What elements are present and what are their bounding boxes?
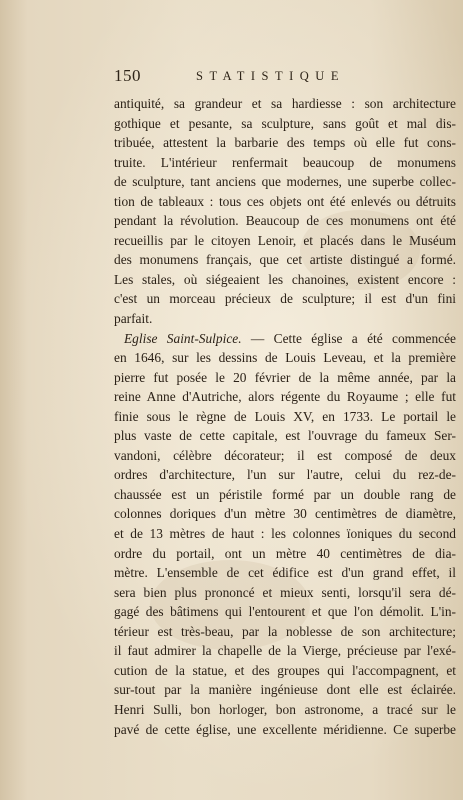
- text-line: parfait.: [114, 311, 153, 327]
- text-line: antiquité, sa grandeur et sa hardiesse : son architecture: [114, 96, 456, 111]
- text-line: sera bien plus prononcé et mieux senti, lorsqu'il sera dé-: [114, 584, 456, 600]
- text-line: sur-tout par la manière ingénieuse dont elle est éclairée.: [114, 682, 456, 698]
- text-line: recueillis par le citoyen Lenoir, et placés dans le Muséum: [114, 232, 456, 248]
- body-text: [114, 94, 456, 739]
- text-line: pavé de cette église, une excellente méridienne. Ce superbe: [114, 721, 456, 737]
- page-number: 150: [114, 66, 141, 85]
- text-line: gothique et pesante, sa sculpture, sans goût et mal dis-: [114, 115, 456, 131]
- text-line: finie sous le règne de Louis XV, en 1733. Le portail le: [114, 408, 456, 424]
- text-line: tribuée, attestent la barbarie des temps où elle fut cons-: [114, 135, 456, 151]
- running-head: STATISTIQUE: [196, 69, 345, 83]
- text-line: chaussée est un péristile formé par un double rang de: [114, 486, 456, 502]
- text-line-with-heading: [114, 329, 456, 349]
- text-line: ordre du portail, ont un mètre 40 centimètres de dia-: [114, 545, 456, 561]
- text-line: reine Anne d'Autriche, alors régente du Royaume ; elle fut: [114, 389, 456, 405]
- text-line: Henri Sulli, bon horloger, bon astronome, a tracé sur le: [114, 701, 456, 717]
- text-line: cution de la statue, et des groupes qui l'accompagnent, et: [114, 662, 456, 678]
- text-line: gagé des bâtimens qui l'entourent et que l'on démolit. L'in-: [114, 604, 456, 620]
- text-line: il faut admirer la chapelle de la Vierge, précieuse par l'exé-: [114, 643, 456, 659]
- text-line: ordres d'architecture, l'un sur l'autre, celui du rez-de-: [114, 467, 456, 483]
- section-heading: Eglise Saint-Sulpice.: [124, 330, 242, 346]
- text-line: en 1646, sur les dessins de Louis Leveau, et la première: [114, 350, 456, 366]
- text-line: pendant la révolution. Beaucoup de ces monumens ont été: [114, 213, 456, 229]
- text-line: mètre. L'ensemble de cet édifice est d'un grand effet, il: [114, 565, 456, 581]
- text-line: des monumens français, que cet artiste distingué a formé.: [114, 252, 456, 268]
- text-line: plus vaste de cette capitale, est l'ouvrage du fameux Ser-: [114, 428, 456, 444]
- text-line: Les stales, où siégeaient les chanoines, existent encore :: [114, 271, 456, 287]
- text-line: truite. L'intérieur renfermait beaucoup de monumens: [114, 154, 456, 170]
- text-line: colonnes doriques d'un mètre 30 centimètres de diamètre,: [114, 506, 456, 522]
- text-line: tion de tableaux : tous ces objets ont été enlevés ou détruits: [114, 193, 456, 209]
- text-line: de sculpture, tant anciens que modernes, une superbe collec-: [114, 174, 456, 190]
- text-line-rest: — Cette église a été commencée: [241, 330, 456, 346]
- text-line: térieur est très-beau, par la noblesse de son architecture;: [114, 623, 456, 639]
- text-line: vandoni, célèbre décorateur; il est composé de deux: [114, 447, 456, 463]
- text-line: pierre fut posée le 20 février de la même année, par la: [114, 369, 456, 385]
- text-line: c'est un morceau précieux de sculpture; il est d'un fini: [114, 291, 456, 307]
- page-header: [114, 66, 423, 86]
- text-line: et de 13 mètres de haut : les colonnes ïoniques du second: [114, 526, 456, 542]
